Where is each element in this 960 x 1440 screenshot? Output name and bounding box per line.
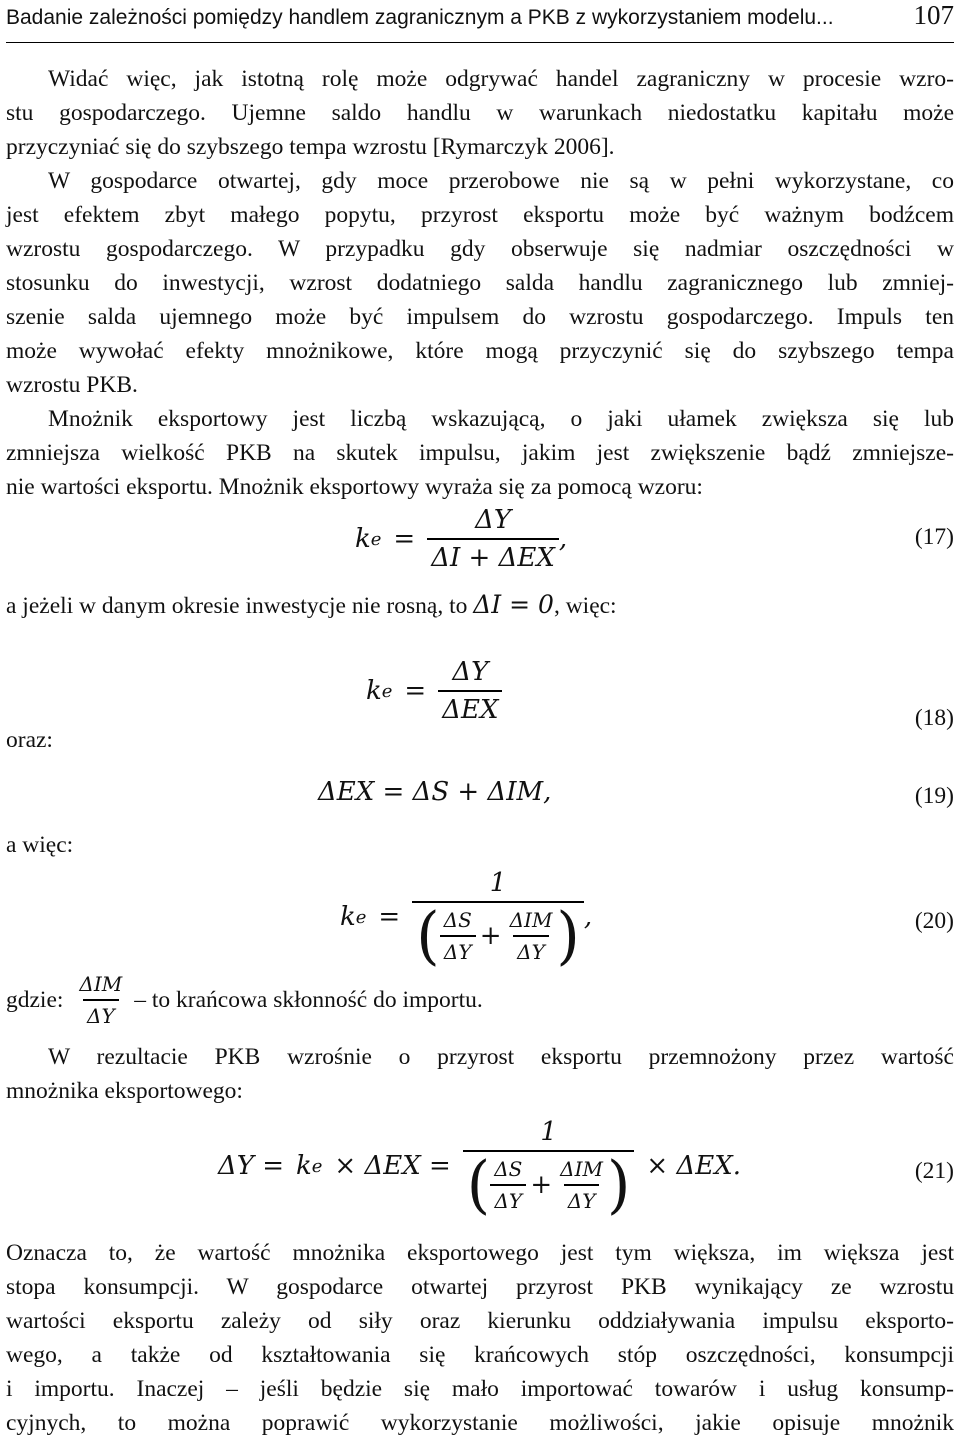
equation-21 — [218, 1117, 742, 1222]
fraction-numerator: ΔIM — [79, 972, 123, 996]
fraction-denominator: ΔEX — [438, 690, 502, 725]
page-number: 107 — [913, 0, 954, 30]
text-line: przyczyniać się do szybszego tempa wzrostu [Rymarczyk 2006]. — [6, 134, 615, 160]
paragraph-3 — [6, 1040, 954, 1108]
sub-fraction — [440, 908, 476, 964]
equation-number: (21) — [914, 1158, 954, 1184]
eq-subscript: e — [370, 528, 382, 550]
label-a-wiec: a więc: — [6, 832, 74, 858]
eq-sign: = — [404, 676, 427, 706]
left-paren: ( — [416, 899, 440, 973]
sub-fraction — [490, 1157, 526, 1213]
equation-18 — [366, 657, 502, 725]
gdzie-label: gdzie: — [6, 986, 64, 1013]
eq-trailing-comma: , — [583, 902, 593, 932]
text-line: szenie salda ujemnego może być impulsem do wzrostu gospodarczego. Impuls ten — [6, 304, 954, 330]
fraction-numerator: ΔS — [494, 1157, 523, 1181]
text-line: wzrostu PKB. — [6, 372, 138, 398]
eq-sign: = — [378, 902, 401, 932]
paragraph-2 — [6, 590, 617, 620]
text-line: stu gospodarczego. Ujemne saldo handlu w warunkach niedostatku kapitału może — [6, 100, 954, 126]
eq-subscript: e — [355, 906, 367, 928]
fraction-numerator: 1 — [540, 1117, 557, 1147]
equation-number: (17) — [914, 524, 954, 550]
text-line: wzrostu gospodarczego. W przypadku gdy obserwuje się nadmiar oszczędności w — [6, 236, 954, 262]
paragraph-4 — [6, 1236, 954, 1440]
text-line: stopa konsumpcji. W gospodarce otwartej przyrost PKB wynikający ze wzrostu — [6, 1274, 954, 1300]
eq-subscript: e — [311, 1155, 323, 1177]
fraction — [463, 1117, 635, 1222]
definition-gdzie — [6, 972, 483, 1028]
fraction-denominator: ΔY — [513, 935, 549, 964]
sub-fraction — [506, 908, 557, 964]
fraction-numerator: ΔY — [475, 505, 512, 535]
plus-sign: + — [530, 1170, 553, 1200]
text-line: W gospodarce otwartej, gdy moce przerobowe nie są w pełni wykorzystane, co — [48, 168, 954, 194]
fraction-denominator — [463, 1148, 635, 1222]
fraction-numerator: ΔY — [452, 657, 489, 687]
text-line: Mnożnik eksportowy jest liczbą wskazującą, o jaki ułamek zwiększa się lub — [48, 406, 954, 432]
equation-number: (18) — [914, 705, 954, 731]
text-line: może wywołać efekty mnożnikowe, które mogą przyczynić się do szybszego tempa — [6, 338, 954, 364]
label-oraz: oraz: — [6, 727, 53, 753]
text-span: a jeżeli w danym okresie inwestycje nie rosną, to — [6, 593, 474, 619]
paragraph-1 — [6, 62, 954, 504]
eq-tail: × ΔEX. — [646, 1151, 742, 1181]
right-paren: ) — [556, 899, 580, 973]
left-paren: ( — [466, 1148, 491, 1222]
plus-sign: + — [479, 921, 502, 951]
fraction-denominator: ΔY — [83, 999, 119, 1028]
right-paren: ) — [607, 1148, 631, 1222]
fraction-numerator: 1 — [489, 868, 507, 898]
fraction-numerator: ΔS — [443, 908, 472, 932]
fraction-denominator: ΔY — [564, 1184, 600, 1213]
fraction-denominator: ΔY — [440, 935, 476, 964]
gdzie-text: – to krańcowa skłonność do importu. — [134, 986, 483, 1013]
text-line: stosunku do inwestycji, wzrost dodatniego salda handlu zagranicznego lub zmniej- — [6, 270, 954, 296]
sub-fraction — [556, 1157, 607, 1213]
equation-19: ΔEX = ΔS + ΔIM, — [318, 777, 552, 807]
text-line: jest efektem zbyt małego popytu, przyrost eksportu może być ważnym bodźcem — [6, 202, 954, 228]
running-title: Badanie zależności pomiędzy handlem zagranicznym a PKB z wykorzystaniem modelu... — [6, 6, 834, 29]
equation-number: (20) — [914, 908, 954, 934]
text-line: W rezultacie PKB wzrośnie o przyrost eksportu przemnożony przez wartość — [48, 1044, 954, 1070]
equation-number: (19) — [914, 783, 954, 809]
eq-trailing-comma: , — [558, 524, 568, 554]
fraction — [412, 868, 584, 973]
fraction-numerator: ΔIM — [560, 1157, 603, 1181]
text-line: Oznacza to, że wartość mnożnika eksportowego jest tym większa, im większa jest — [6, 1240, 954, 1266]
text-span: , więc: — [553, 593, 617, 619]
equation-17 — [355, 505, 567, 573]
fraction — [75, 972, 126, 1028]
eq-lhs: ΔY = — [218, 1151, 284, 1181]
fraction-numerator: ΔIM — [509, 908, 553, 932]
eq-k: k — [296, 1151, 312, 1181]
equation-20 — [340, 868, 593, 973]
text-line: nie wartości eksportu. Mnożnik eksportowy wyraża się za pomocą wzoru: — [6, 474, 703, 500]
text-line: wego, a także od kształtowania się krańcowych stóp oszczędności, konsumpcji — [6, 1342, 954, 1368]
eq-subscript: e — [381, 680, 393, 702]
running-header — [6, 0, 954, 43]
fraction-denominator: ΔY — [490, 1184, 526, 1213]
text-line: wartości eksportu zależy od siły oraz kierunku oddziaływania impulsu eksporto- — [6, 1308, 954, 1334]
text-line: zmniejsza wielkość PKB na skutek impulsu, jakim jest zwiększenie bądź zmniejsze- — [6, 440, 954, 466]
text-line: cyjnych, to można poprawić wykorzystanie możliwości, jakie opisuje mnożnik — [6, 1410, 954, 1436]
fraction-denominator — [412, 899, 584, 973]
fraction — [427, 505, 559, 573]
eq-sign: = — [393, 524, 416, 554]
eq-lhs: k — [340, 902, 356, 932]
fraction-denominator: ΔI + ΔEX — [427, 538, 559, 573]
eq-lhs: k — [355, 524, 371, 554]
text-line: i importu. Inaczej – jeśli będzie się mało importować towarów i usług konsump- — [6, 1376, 954, 1402]
inline-math: ΔI = 0 — [473, 590, 554, 619]
fraction — [438, 657, 502, 725]
eq-lhs: k — [366, 676, 382, 706]
text-line: mnożnika eksportowego: — [6, 1078, 243, 1104]
text-line: Widać więc, jak istotną rolę może odgrywać handel zagraniczny w procesie wzro- — [48, 66, 954, 92]
eq-mid: × ΔEX = — [334, 1151, 451, 1181]
